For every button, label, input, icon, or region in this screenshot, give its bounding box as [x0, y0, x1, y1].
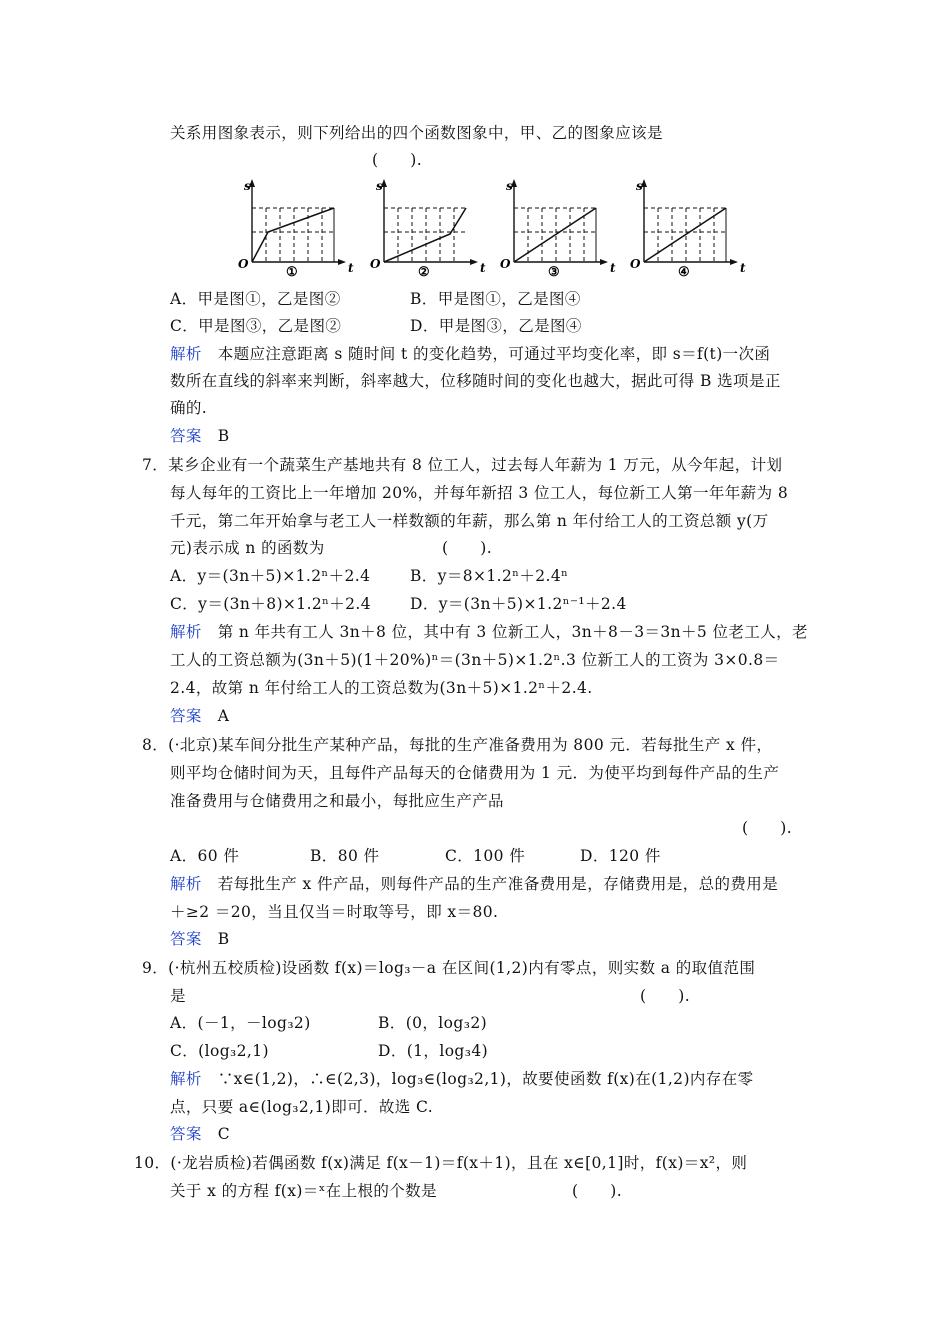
q9-stem-line-2: 是 ( ). — [170, 987, 691, 1005]
q7-analysis-line-2: 工人的工资总额为(3n＋5)(1＋20%)ⁿ＝(3n＋5)×1.2ⁿ.3 位新工人的工资为 3×0.8＝ — [170, 651, 780, 669]
graph-2-origin-label: O — [370, 257, 381, 271]
q9-option-a: A．(－1，－log₃2) — [170, 1014, 311, 1032]
q8-analysis-line-2: ＋≥2 ＝20，当且仅当＝时取等号，即 x＝80. — [170, 903, 499, 921]
q6-option-a: A．甲是图①，乙是图② — [170, 290, 341, 308]
answer-label: 答案 — [170, 427, 218, 445]
q10-stem-line-2: 关于 x 的方程 f(x)＝ˣ在上根的个数是 ( ). — [170, 1182, 623, 1200]
q6-stem-line: 关系用图象表示，则下列给出的四个函数图象中，甲、乙的图象应该是 — [170, 124, 663, 142]
q8-option-d: D．120 件 — [580, 847, 661, 865]
q6-graph-figures — [238, 176, 748, 278]
q6-analysis-line-1: 解析 本题应注意距离 s 随时间 t 的变化趋势，可通过平均变化率，即 s＝f(t)一次函 — [170, 345, 771, 363]
q7-stem-line-1: 7．某乡企业有一个蔬菜生产基地共有 8 位工人，过去每人年薪为 1 万元，从今年起，计划 — [142, 456, 783, 474]
graph-2 — [370, 176, 488, 278]
graph-2-number: ② — [418, 265, 430, 278]
q7-option-b: B．y＝8×1.2ⁿ＋2.4ⁿ — [410, 567, 569, 585]
q6-analysis-line-3: 确的. — [170, 399, 208, 417]
q8-stem-line-2: 则平均仓储时间为天，且每件产品每天的仓储费用为 1 元．为使平均到每件产品的生产 — [170, 764, 780, 782]
graph-2-s-label: s — [376, 179, 383, 193]
graph-4-number: ④ — [678, 265, 690, 278]
q6-answer: 答案 B — [170, 427, 230, 445]
q9-option-d: D．(1，log₃4) — [378, 1042, 489, 1060]
q9-stem-line-1: 9．(·杭州五校质检)设函数 f(x)＝log₃－a 在区间(1,2)内有零点，则实数 a 的取值范围 — [142, 959, 756, 977]
q7-analysis-line-3: 2.4，故第 n 年付给工人的工资总数为(3n＋5)×1.2ⁿ＋2.4. — [170, 679, 593, 697]
graph-1-t-label: t — [348, 261, 354, 275]
q7-option-a: A．y＝(3n＋5)×1.2ⁿ＋2.4 — [170, 567, 371, 585]
q9-answer: 答案 C — [170, 1125, 230, 1143]
q6-analysis-line-2: 数所在直线的斜率来判断，斜率越大，位移随时间的变化也越大，据此可得 B 选项是正 — [170, 372, 781, 390]
q9-option-b: B．(0，log₃2) — [378, 1014, 488, 1032]
q7-stem-line-3: 千元，第二年开始拿与老工人一样数额的年薪，那么第 n 年付给工人的工资总额 y(万 — [170, 512, 769, 530]
q7-answer: 答案 A — [170, 707, 230, 725]
q6-option-c: C．甲是图③，乙是图② — [170, 317, 342, 335]
q7-option-d: D．y＝(3n＋5)×1.2ⁿ⁻¹＋2.4 — [410, 595, 627, 613]
q8-analysis-line-1: 解析 若每批生产 x 件产品，则每件产品的生产准备费用是，存储费用是，总的费用是 — [170, 875, 779, 893]
graph-4-t-label: t — [740, 261, 746, 275]
graph-3-number: ③ — [548, 265, 560, 278]
q9-option-c: C．(log₃2,1) — [170, 1042, 269, 1060]
graph-1-origin-label: O — [238, 257, 249, 271]
q8-answer: 答案 B — [170, 930, 230, 948]
analysis-label: 解析 — [170, 345, 218, 363]
graph-3-s-label: s — [506, 179, 513, 193]
graph-3-origin-label: O — [500, 257, 511, 271]
q7-stem-line-4: 元)表示成 n 的函数为 ( ). — [170, 539, 493, 557]
graph-4-s-label: s — [636, 179, 643, 193]
q7-option-c: C．y＝(3n＋8)×1.2ⁿ＋2.4 — [170, 595, 372, 613]
q10-stem-line-1: 10．(·龙岩质检)若偶函数 f(x)满足 f(x－1)＝f(x＋1)，且在 x∈[0,1]时，f(x)＝x²，则 — [134, 1154, 748, 1172]
graph-1-s-label: s — [244, 179, 251, 193]
q6-option-d: D．甲是图③，乙是图④ — [410, 317, 582, 335]
graph-3 — [500, 176, 618, 278]
q6-answer-blank: ( ). — [372, 151, 423, 169]
q8-option-c: C．100 件 — [445, 847, 526, 865]
graph-4 — [630, 176, 748, 278]
graph-2-t-label: t — [480, 261, 486, 275]
q9-analysis-line-2: 点，只要 a∈(log₃2,1)即可．故选 C. — [170, 1098, 434, 1116]
q8-answer-blank: ( ). — [742, 819, 793, 837]
graph-4-origin-label: O — [630, 257, 641, 271]
q8-option-b: B．80 件 — [310, 847, 380, 865]
q7-stem-line-2: 每人每年的工资比上一年增加 20%，并每年新招 3 位工人，每位新工人第一年年薪为 8 — [170, 484, 789, 502]
q8-stem-line-3: 准备费用与仓储费用之和最小，每批应生产产品 — [170, 792, 504, 810]
graph-1-number: ① — [286, 265, 298, 278]
graph-1 — [238, 176, 356, 278]
q8-stem-line-1: 8．(·北京)某车间分批生产某种产品，每批的生产准备费用为 800 元．若每批生产 x 件， — [142, 736, 773, 754]
q9-analysis-line-1: 解析 ∵x∈(1,2)，∴∈(2,3)，log₃∈(log₃2,1)，故要使函数 f(x)在(1,2)内存在零 — [170, 1070, 754, 1088]
q8-option-a: A．60 件 — [170, 847, 240, 865]
q6-option-b: B．甲是图①，乙是图④ — [410, 290, 581, 308]
graph-3-t-label: t — [610, 261, 616, 275]
q7-analysis-line-1: 解析 第 n 年共有工人 3n＋8 位，其中有 3 位新工人，3n＋8－3＝3n＋5 位老工人，老 — [170, 623, 808, 641]
